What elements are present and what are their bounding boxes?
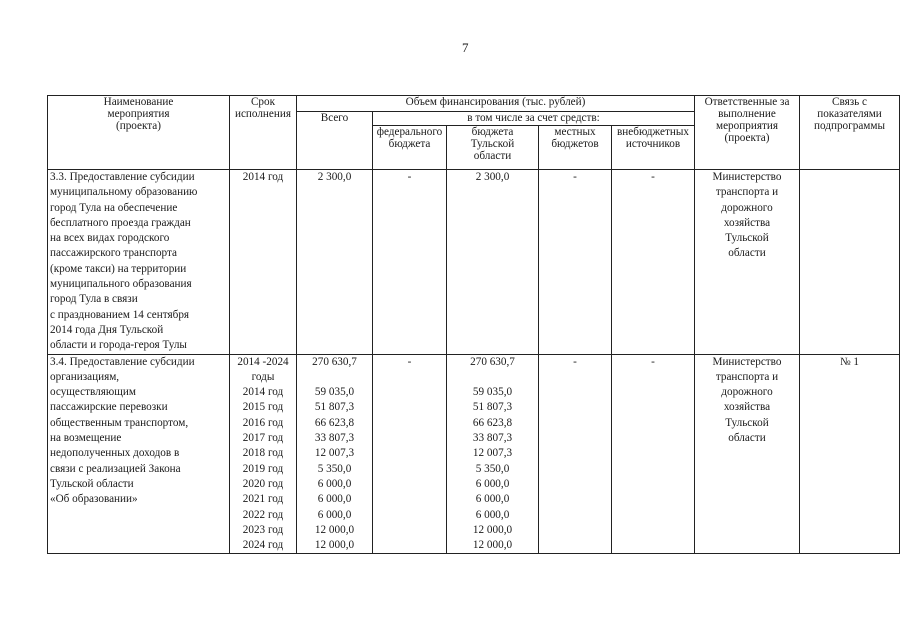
row-3-4-responsible: Министерство транспорта и дорожного хозяйства Тульской области (695, 354, 800, 554)
row-3-3-link (800, 170, 900, 355)
header-link: Связь с показателями подпрограммы (800, 96, 900, 170)
row-3-3-federal: - (373, 170, 447, 355)
table-row (48, 354, 900, 554)
header-extra: внебюджетных источников (612, 126, 695, 170)
table-row (48, 170, 900, 355)
header-federal: федерального бюджета (373, 126, 447, 170)
row-3-3-period: 2014 год (230, 170, 297, 355)
row-3-4-total: 270 630,7 59 035,0 51 807,3 66 623,8 33 807,3 12 007,3 5 350,0 6 000,0 6 000,0 6 000,0 12 000,0 12 000,0 (297, 354, 373, 554)
page-number: 7 (462, 40, 469, 55)
row-3-4-regional: 270 630,7 59 035,0 51 807,3 66 623,8 33 807,3 12 007,3 5 350,0 6 000,0 6 000,0 6 000,0 12 000,0 12 000,0 (447, 354, 539, 554)
row-3-3-responsible: Министерство транспорта и дорожного хозяйства Тульской области (695, 170, 800, 355)
header-period: Срок исполнения (230, 96, 297, 170)
header-including: в том числе за счет средств: (373, 112, 695, 126)
row-3-4-local: - (539, 354, 612, 554)
row-3-4-name: 3.4. Предоставление субсидии организациям, осуществляющим пассажирские перевозки общественным транспортом, на возмещение недополученных доходов в связи с реализацией Закона Тульской области «Об образовании» (48, 354, 230, 554)
row-3-3-local: - (539, 170, 612, 355)
funding-table (47, 95, 900, 554)
header-funding: Объем финансирования (тыс. рублей) (297, 96, 695, 112)
header-responsible: Ответственные за выполнение мероприятия (проекта) (695, 96, 800, 170)
header-total: Всего (297, 112, 373, 170)
row-3-4-federal: - (373, 354, 447, 554)
row-3-3-total: 2 300,0 (297, 170, 373, 355)
row-3-3-extra: - (612, 170, 695, 355)
header-regional: бюджета Тульской области (447, 126, 539, 170)
row-3-3-regional: 2 300,0 (447, 170, 539, 355)
row-3-4-period: 2014 -2024 годы 2014 год 2015 год 2016 год 2017 год 2018 год 2019 год 2020 год 2021 год 2022 год 2023 год 2024 год (230, 354, 297, 554)
header-local: местных бюджетов (539, 126, 612, 170)
row-3-4-extra: - (612, 354, 695, 554)
row-3-4-link: № 1 (800, 354, 900, 554)
header-name: Наименование мероприятия (проекта) (48, 96, 230, 170)
row-3-3-name: 3.3. Предоставление субсидии муниципальному образованию город Тула на обеспечение бесплатного проезда граждан на всех видах городского пассажирского транспорта (кроме такси) на территории муниципального образования город Тула в связи с празднованием 14 сентября 2014 года Дня Тульской области и города-героя Тулы (48, 170, 230, 355)
